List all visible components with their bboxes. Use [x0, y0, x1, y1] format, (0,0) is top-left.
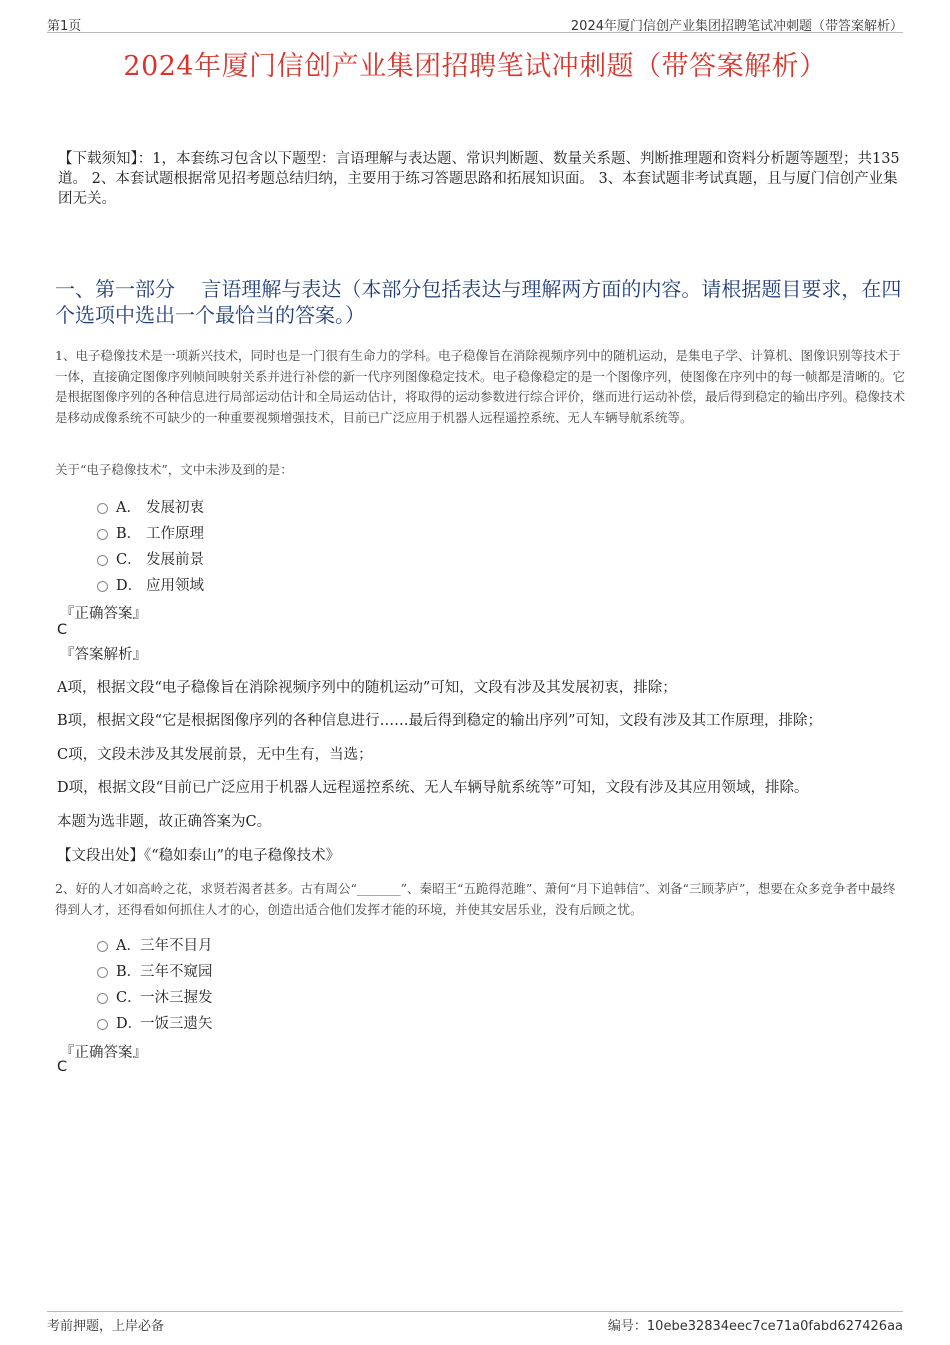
q2-option-c[interactable]: C． 一沐三握发 [97, 983, 213, 1009]
q2-options [97, 931, 213, 1035]
q1-answer-label: 『正确答案』 [60, 606, 147, 622]
q1-option-c[interactable]: C． 发展前景 [97, 545, 204, 571]
q2-option-a[interactable]: A． 三年不目月 [97, 931, 213, 957]
q1-source: 【文段出处】《“稳如泰山”的电子稳像技术》 [57, 848, 341, 864]
radio-icon[interactable] [97, 1019, 108, 1030]
q1-analysis-label: 『答案解析』 [60, 647, 147, 663]
page-header [47, 12, 903, 33]
q1-question: 关于“电子稳像技术”，文中未涉及到的是： [55, 462, 293, 477]
radio-icon[interactable] [97, 941, 108, 952]
footer-slogan: 考前押题，上岸必备 [47, 1319, 165, 1334]
q1-analysis-d: D项，根据文段“目前已广泛应用于机器人远程遥控系统、无人车辆导航系统等”可知，文段有涉及其应用领域，排除。 [57, 780, 809, 796]
radio-icon[interactable] [97, 993, 108, 1004]
page-title: 2024年厦门信创产业集团招聘笔试冲刺题（带答案解析） [123, 51, 827, 82]
q2-answer: C [57, 1059, 68, 1075]
page-number: 第1页 [47, 19, 82, 34]
radio-icon[interactable] [97, 503, 108, 514]
q2-stem: 2、好的人才如高岭之花，求贤若渴者甚多。古有周公“_______”、秦昭王“五跪得范雎”、萧何“月下追韩信”、刘备“三顾茅庐”，想要在众多竞争者中最终得到人才，还得看如何抓住人才的心，创造出适合他们发挥才能的环境，并使其安居乐业，没有后顾之忧。 [55, 881, 896, 917]
q1-conclusion: 本题为选非题，故正确答案为C。 [57, 814, 272, 830]
q1-stem: 1、电子稳像技术是一项新兴技术，同时也是一门很有生命力的学科。电子稳像旨在消除视频序列中的随机运动，是集电子学、计算机、图像识别等技术于一体，直接确定图像序列帧间映射关系并进行补偿的新一代序列图像稳定技术。电子稳像稳定的是一个图像序列，使图像在序列中的每一帧都是清晰的。它是根据图像序列的各种信息进行局部运动估计和全局运动估计，将取得的运动参数进行综合评价，继而进行运动补偿，最后得到稳定的输出序列。稳像技术是移动成像系统不可缺少的一种重要视频增强技术，目前已广泛应用于机器人远程遥控系统、无人车辆导航系统等。 [55, 348, 906, 425]
q1-option-d[interactable]: D． 应用领域 [97, 571, 204, 597]
q1-analysis-c: C项，文段未涉及其发展前景，无中生有，当选； [57, 747, 373, 763]
q1-option-a[interactable]: A． 发展初衷 [97, 493, 204, 519]
q1-option-b[interactable]: B． 工作原理 [97, 519, 204, 545]
radio-icon[interactable] [97, 967, 108, 978]
section-title: 一、第一部分 言语理解与表达（本部分包括表达与理解两方面的内容。请根据题目要求，在四个选项中选出一个最恰当的答案。） [55, 277, 902, 327]
footer-code: 编号：10ebe32834eec7ce71a0fabd627426aa [607, 1319, 903, 1334]
q2-option-b[interactable]: B． 三年不窥园 [97, 957, 213, 983]
page-footer [47, 1311, 903, 1332]
q1-answer: C [57, 622, 68, 638]
q1-analysis-b: B项，根据文段“它是根据图像序列的各种信息进行……最后得到稳定的输出序列”可知，文段有涉及其工作原理，排除； [57, 713, 822, 729]
radio-icon[interactable] [97, 581, 108, 592]
q1-analysis-a: A项，根据文段“电子稳像旨在消除视频序列中的随机运动”可知，文段有涉及其发展初衷，排除； [57, 680, 677, 696]
q2-answer-label: 『正确答案』 [60, 1045, 147, 1061]
download-notice: 【下载须知】：1，本套练习包含以下题型：言语理解与表达题、常识判断题、数量关系题、判断推理题和资料分析题等题型；共135道。 2、本套试题根据常见招考题总结归纳，主要用于练习答题思路和拓展知识面。 3、本套试题非考试真题，且与厦门信创产业集团无关。 [58, 151, 900, 207]
header-doc-title: 2024年厦门信创产业集团招聘笔试冲刺题（带答案解析） [570, 19, 903, 34]
radio-icon[interactable] [97, 529, 108, 540]
radio-icon[interactable] [97, 555, 108, 566]
q1-options [97, 493, 204, 597]
q2-option-d[interactable]: D． 一饭三遗矢 [97, 1009, 213, 1035]
